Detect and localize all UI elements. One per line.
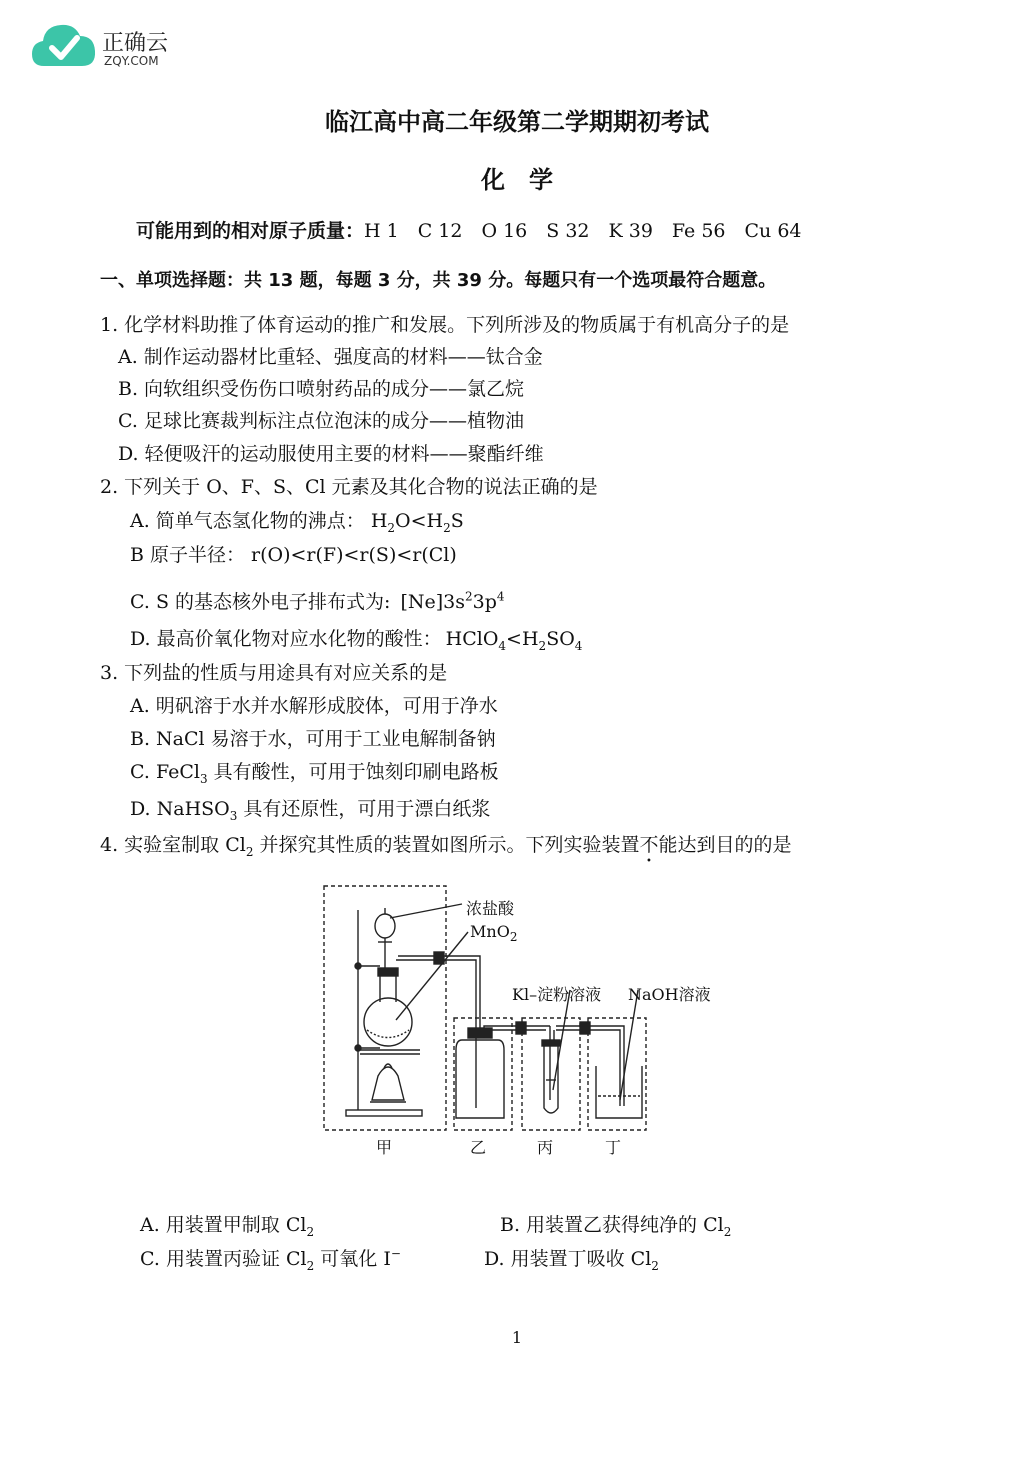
label-ding: 丁	[605, 1138, 622, 1157]
q3-option-d: D. NaHSO$_3$ 具有还原性，可用于漂白纸浆	[130, 798, 491, 823]
q2-d-formula: $HClO_4<H_2SO_4$	[445, 628, 583, 653]
logo-name: 正确云	[102, 31, 169, 56]
q3-d-prefix: D. NaHSO	[130, 798, 230, 820]
q1-option-c: C. 足球比赛裁判标注点位泡沫的成分——植物油	[118, 410, 524, 432]
q4-stem-suffix: 能达到目的的是	[658, 834, 792, 856]
label-naoh: NaOH溶液	[628, 985, 711, 1004]
label-hcl: 浓盐酸	[466, 899, 515, 918]
q2-option-b	[130, 540, 457, 567]
q3-option-b: B. NaCl 易溶于水，可用于工业电解制备钠	[130, 728, 496, 750]
q3-c-suffix: 具有酸性，可用于蚀刻印刷电路板	[207, 761, 499, 783]
q4-option-a: A. 用装置甲制取 $Cl_2$	[140, 1214, 315, 1239]
q3-option-a: A. 明矾溶于水并水解形成胶体，可用于净水	[130, 695, 498, 717]
page-number: 1	[511, 1328, 523, 1347]
q4-option-c: C. 用装置丙验证 $Cl_2$ 可氧化 I−	[140, 1246, 401, 1273]
q2-c-formula: $[Ne]3s^23p^4$	[400, 589, 505, 613]
q4-stem-mid: 并探究其性质的装置如图所示。下列实验装置	[253, 834, 640, 856]
cloud-check-icon	[30, 18, 98, 72]
apparatus-diagram	[320, 880, 720, 1160]
q2-a-formula: $H_2O<H_2S$	[370, 510, 464, 535]
q4-stem: 4. 实验室制取 $Cl_2$ 并探究其性质的装置如图所示。下列实验装置不能达到目的的是	[100, 834, 792, 859]
label-bing: 丙	[537, 1138, 554, 1157]
label-jia: 甲	[376, 1138, 393, 1157]
q4-option-b: B. 用装置乙获得纯净的 $Cl_2$	[500, 1214, 732, 1239]
q2-option-d	[130, 624, 582, 653]
q3-option-c: C. FeCl$_3$ 具有酸性，可用于蚀刻印刷电路板	[130, 761, 499, 786]
q2-c-label: C. S 的基态核外电子排布式为:	[130, 591, 397, 613]
q2-d-label: D. 最高价氧化物对应水化物的酸性：	[130, 628, 442, 650]
q2-stem: 2. 下列关于 O、F、S、Cl 元素及其化合物的说法正确的是	[100, 476, 598, 498]
q2-b-formula: r(O)<r(F)<r(S)<r(Cl)	[251, 544, 457, 566]
label-mno2: MnO$_2$	[470, 922, 518, 945]
atomic-masses-values: H 1 C 12 O 16 S 32 K 39 Fe 56 Cu 64	[364, 220, 802, 242]
q2-option-a	[130, 506, 464, 535]
q1-stem: 1. 化学材料助推了体育运动的推广和发展。下列所涉及的物质属于有机高分子的是	[100, 314, 790, 336]
q4-stem-prefix: 4. 实验室制取 Cl	[100, 834, 246, 856]
atomic-masses-label: 可能用到的相对原子质量：	[136, 220, 365, 242]
q2-option-c	[130, 587, 505, 614]
q2-a-label: A. 简单气态氢化物的沸点：	[130, 510, 365, 532]
q3-c-prefix: C. FeCl	[130, 761, 200, 783]
exam-title: 临江高中高二年级第二学期期初考试	[325, 108, 709, 136]
atomic-masses-line	[136, 216, 802, 243]
q3-d-suffix: 具有还原性，可用于漂白纸浆	[237, 798, 491, 820]
q3-stem: 3. 下列盐的性质与用途具有对应关系的是	[100, 662, 448, 684]
logo	[30, 18, 190, 74]
q2-b-label: B 原子半径：	[130, 544, 246, 566]
box-jia	[324, 886, 446, 1130]
section-heading: 一、单项选择题：共 13 题，每题 3 分，共 39 分。每题只有一个选项最符合题意。	[100, 270, 777, 291]
q4-stem-emphasis: 不	[639, 834, 659, 856]
label-yi: 乙	[470, 1138, 487, 1157]
q1-option-b: B. 向软组织受伤伤口喷射药品的成分——氯乙烷	[118, 378, 525, 400]
logo-domain: ZQY.COM	[104, 54, 159, 68]
q1-option-d: D. 轻便吸汗的运动服使用主要的材料——聚酯纤维	[118, 443, 544, 465]
q1-option-a: A. 制作运动器材比重轻、强度高的材料——钛合金	[118, 346, 543, 368]
subject-title: 化 学	[481, 166, 553, 194]
q4-option-d: D. 用装置丁吸收 $Cl_2$	[484, 1248, 659, 1273]
label-ki: Kl–淀粉溶液	[512, 985, 602, 1004]
